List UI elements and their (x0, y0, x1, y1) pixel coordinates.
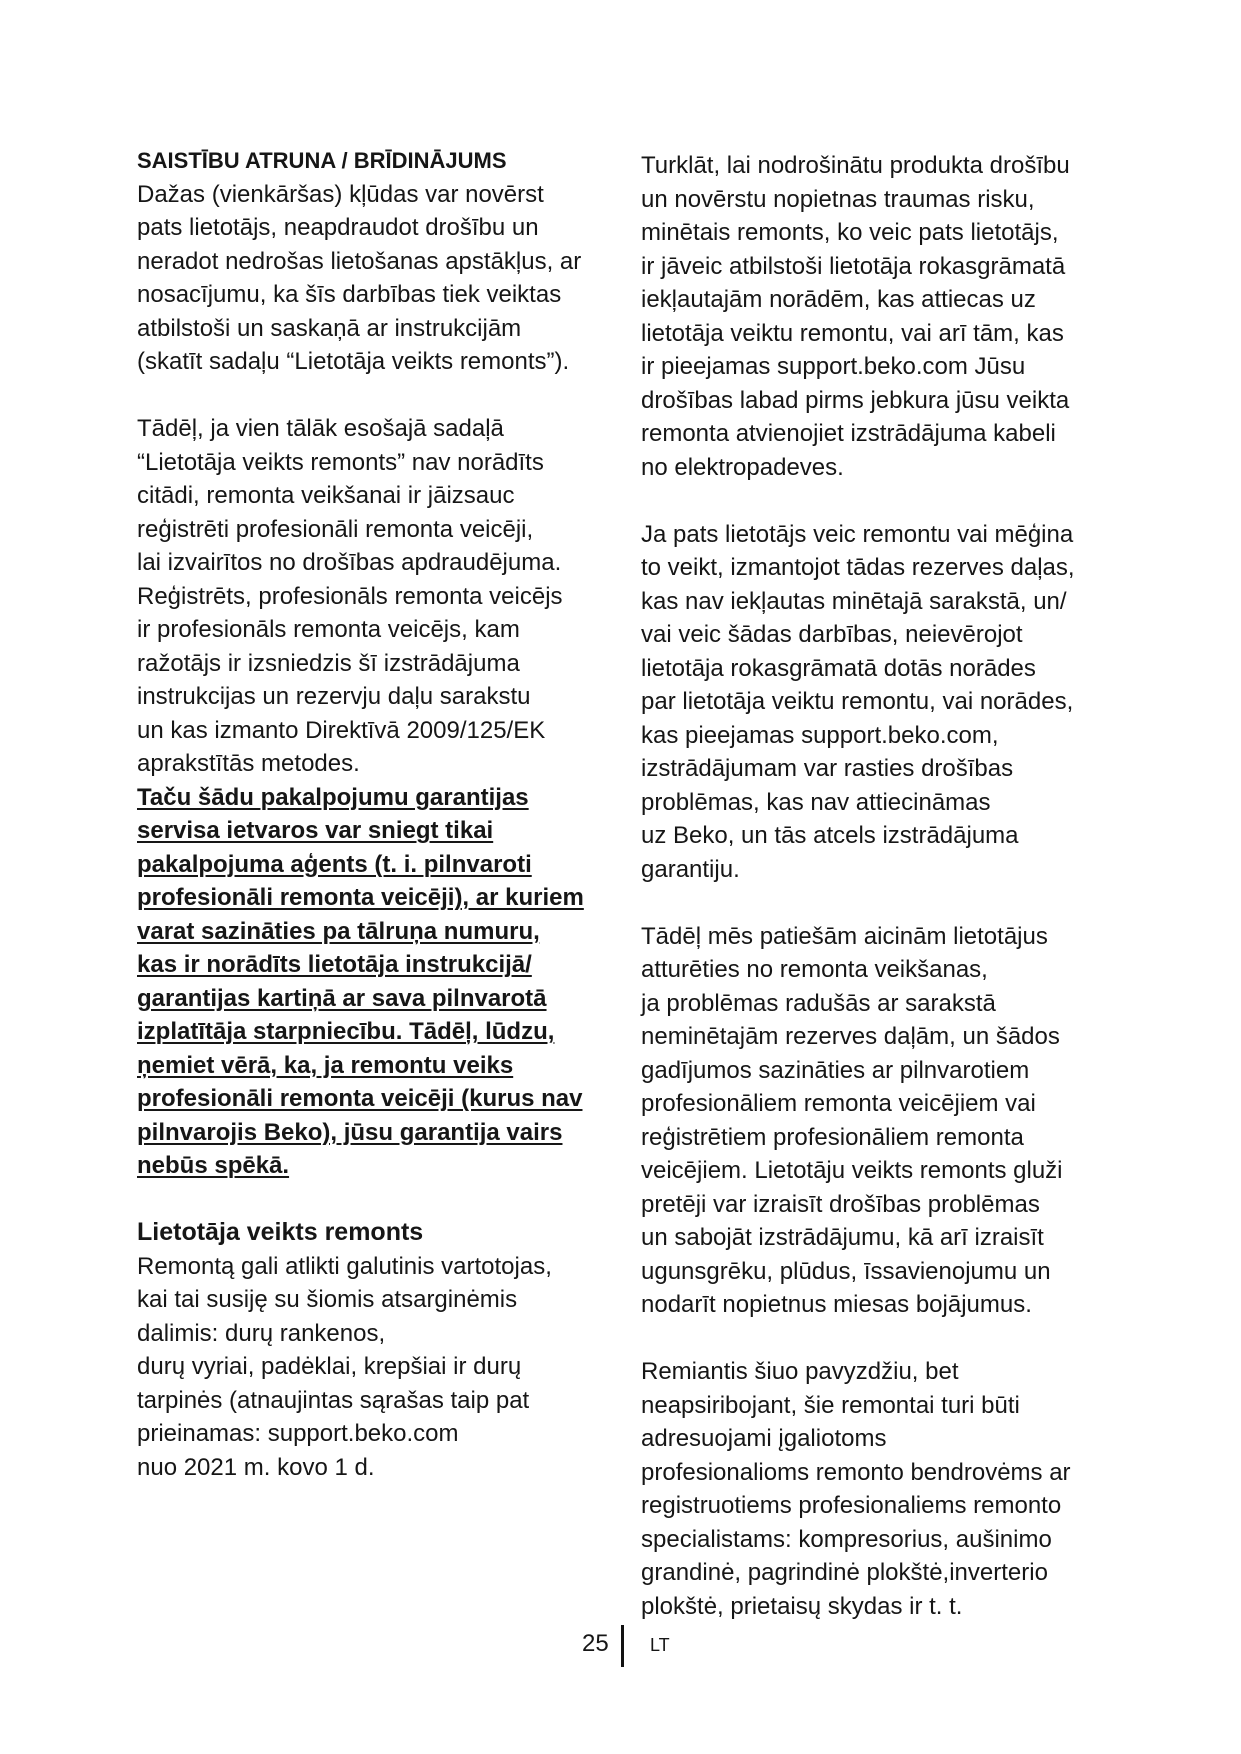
text-line: remonta atvienojiet izstrādājuma kabeli (641, 420, 1056, 447)
text-line: ražotājs ir izsniedzis šī izstrādājuma (137, 649, 520, 677)
footer-divider (621, 1625, 624, 1667)
text-line: kai tai susiję su šiomis atsarginėmis (137, 1286, 518, 1313)
text-line: tarpinės (atnaujintas sąrašas taip pat (137, 1386, 530, 1414)
text-line: citādi, remonta veikšanai ir jāizsauc (137, 482, 515, 509)
text-line: un sabojāt izstrādājumu, kā arī izraisīt (641, 1224, 1044, 1251)
text-line: pretēji var izraisīt drošības problēmas (641, 1190, 1040, 1218)
text-line: adresuojami įgaliotoms (641, 1425, 887, 1452)
text-line: iekļautajām norādēm, kas attiecas uz (641, 286, 1036, 313)
text-line: ja problēmas radušās ar sarakstā (641, 989, 996, 1017)
text-line: problēmas, kas nav attiecināmas (641, 788, 991, 816)
text-line: atbilstoši un saskaņā ar instrukcijām (137, 314, 522, 342)
text-line: Ja pats lietotājs veic remontu vai mēģina (641, 520, 1074, 548)
text-line: nebūs spēkā. (137, 1152, 290, 1179)
spacer (641, 1322, 1111, 1356)
text-line: garantiju. (641, 855, 740, 883)
text-line: Dažas (vienkāršas) kļūdas var novērst (137, 180, 544, 208)
refrain-from-repair-paragraph (641, 920, 1111, 1322)
text-line: dalimis: durų rankenos, (137, 1319, 386, 1347)
page-number: 25 (582, 1630, 609, 1657)
text-line: kas pieejamas support.beko.com, (641, 721, 999, 749)
spacer (641, 886, 1111, 920)
text-line: profesionalioms remonto bendrovėms ar (641, 1458, 1071, 1486)
text-line: kas nav iekļautas minētajā sarakstā, un/ (641, 587, 1067, 615)
text-line: servisa ietvaros var sniegt tikai (137, 817, 494, 844)
text-line: neminētajām rezerves daļām, un šādos (641, 1023, 1060, 1050)
text-line: Remontą gali atlikti galutinis vartotojas, (137, 1252, 552, 1280)
text-line: to veikt, izmantojot tādas rezerves daļas, (641, 554, 1075, 581)
text-line: specialistams: kompresorius, aušinimo (641, 1525, 1052, 1553)
text-line: Reģistrēts, profesionāls remonta veicējs (137, 582, 563, 610)
text-line: un kas izmanto Direktīvā 2009/125/EK (137, 716, 546, 744)
authorized-repair-paragraph (641, 1355, 1111, 1623)
disclaimer-paragraph (137, 178, 617, 379)
spare-parts-paragraph (641, 518, 1111, 887)
text-line: no elektropadeves. (641, 453, 844, 481)
text-line: neradot nedrošas lietošanas apstākļus, ar (137, 247, 582, 275)
text-line: un novērstu nopietnas traumas risku, (641, 185, 1035, 213)
text-line: aprakstītās metodes. (137, 750, 360, 777)
text-line: lietotāja rokasgrāmatā dotās norādes (641, 654, 1036, 682)
spacer (137, 379, 617, 413)
text-line: atturēties no remonta veikšanas, (641, 956, 988, 983)
text-line: neapsiribojant, šie remontai turi būti (641, 1391, 1020, 1419)
text-line: lai izvairītos no drošības apdraudējuma. (137, 549, 562, 576)
text-line: kas ir norādīts lietotāja instrukcijā/ (137, 951, 532, 978)
text-line: lietotāja veiktu remontu, vai arī tām, kas (641, 319, 1064, 347)
text-line: instrukcijas un rezervju daļu sarakstu (137, 683, 531, 710)
text-line: prieinamas: support.beko.com (137, 1420, 459, 1447)
text-line: reģistrētiem profesionāliem remonta (641, 1123, 1024, 1151)
text-line: par lietotāja veiktu remontu, vai norādes, (641, 688, 1074, 715)
registered-repairers-paragraph (137, 412, 617, 781)
text-line: drošības labad pirms jebkura jūsu veikta (641, 386, 1070, 414)
text-line: Taču šādu pakalpojumu garantijas (137, 783, 529, 811)
text-line: gadījumos sazināties ar pilnvarotiem (641, 1056, 1030, 1084)
text-line: garantijas kartiņā ar sava pilnvarotā (137, 984, 547, 1012)
text-line: veicējiem. Lietotāju veikts remonts gluži (641, 1157, 1063, 1184)
text-line: pakalpojuma aģents (t. i. pilnvaroti (137, 850, 532, 878)
text-line: ir pieejamas support.beko.com Jūsu (641, 353, 1026, 380)
safety-paragraph (641, 149, 1111, 484)
text-line: ir profesionāls remonta veicējs, kam (137, 616, 520, 643)
text-line: izstrādājumam var rasties drošības (641, 755, 1014, 782)
text-line: grandinė, pagrindinė plokštė,inverterio (641, 1559, 1048, 1586)
spacer (137, 1183, 617, 1217)
text-line: ugunsgrēku, plūdus, īssavienojumu un (641, 1257, 1051, 1285)
text-line: ņemiet vērā, ka, ja remontu veiks (137, 1051, 514, 1079)
disclaimer-heading: SAISTĪBU ATRUNA / BRĪDINĀJUMS (137, 148, 507, 173)
text-line: registruotiems profesionaliems remonto (641, 1492, 1062, 1519)
text-line: plokštė, prietaisų skydas ir t. t. (641, 1592, 963, 1620)
text-line: minētais remonts, ko veic pats lietotājs, (641, 219, 1059, 246)
text-line: ir jāveic atbilstoši lietotāja rokasgrāmatā (641, 252, 1066, 280)
right-column (641, 149, 1111, 1623)
text-line: pilnvarojis Beko), jūsu garantija vairs (137, 1118, 563, 1146)
user-repair-paragraph (137, 1250, 617, 1485)
text-line: pats lietotājs, neapdraudot drošību un (137, 214, 539, 241)
language-code: LT (650, 1635, 670, 1655)
warranty-warning-paragraph (137, 781, 617, 1183)
user-repair-heading: Lietotāja veikts remonts (137, 1218, 424, 1246)
text-line: durų vyriai, padėklai, krepšiai ir durų (137, 1353, 522, 1380)
text-line: uz Beko, un tās atcels izstrādājuma (641, 822, 1019, 849)
text-line: Turklāt, lai nodrošinātu produkta drošību (641, 152, 1070, 179)
text-line: nosacījumu, ka šīs darbības tiek veiktas (137, 281, 562, 308)
text-line: “Lietotāja veikts remonts” nav norādīts (137, 448, 544, 476)
text-line: profesionāliem remonta veicējiem vai (641, 1090, 1036, 1117)
text-line: profesionāli remonta veicēji), ar kuriem (137, 884, 584, 911)
text-line: profesionāli remonta veicēji (kurus nav (137, 1085, 583, 1112)
spacer (641, 484, 1111, 518)
text-line: varat sazināties pa tālruņa numuru, (137, 917, 540, 945)
text-line: Tādēļ mēs patiešām aicinām lietotājus (641, 922, 1048, 950)
text-line: reģistrēti profesionāli remonta veicēji, (137, 515, 534, 543)
text-line: nuo 2021 m. kovo 1 d. (137, 1453, 375, 1481)
text-line: nodarīt nopietnus miesas bojājumus. (641, 1291, 1032, 1318)
text-line: izplatītāja starpniecību. Tādēļ, lūdzu, (137, 1018, 555, 1045)
text-line: (skatīt sadaļu “Lietotāja veikts remonts”). (137, 348, 570, 375)
text-line: Tādēļ, ja vien tālāk esošajā sadaļā (137, 415, 504, 442)
page-footer (0, 1625, 1241, 1667)
text-line: Remiantis šiuo pavyzdžiu, bet (641, 1358, 959, 1385)
text-line: vai veic šādas darbības, neievērojot (641, 621, 1023, 648)
left-column (137, 144, 617, 1484)
